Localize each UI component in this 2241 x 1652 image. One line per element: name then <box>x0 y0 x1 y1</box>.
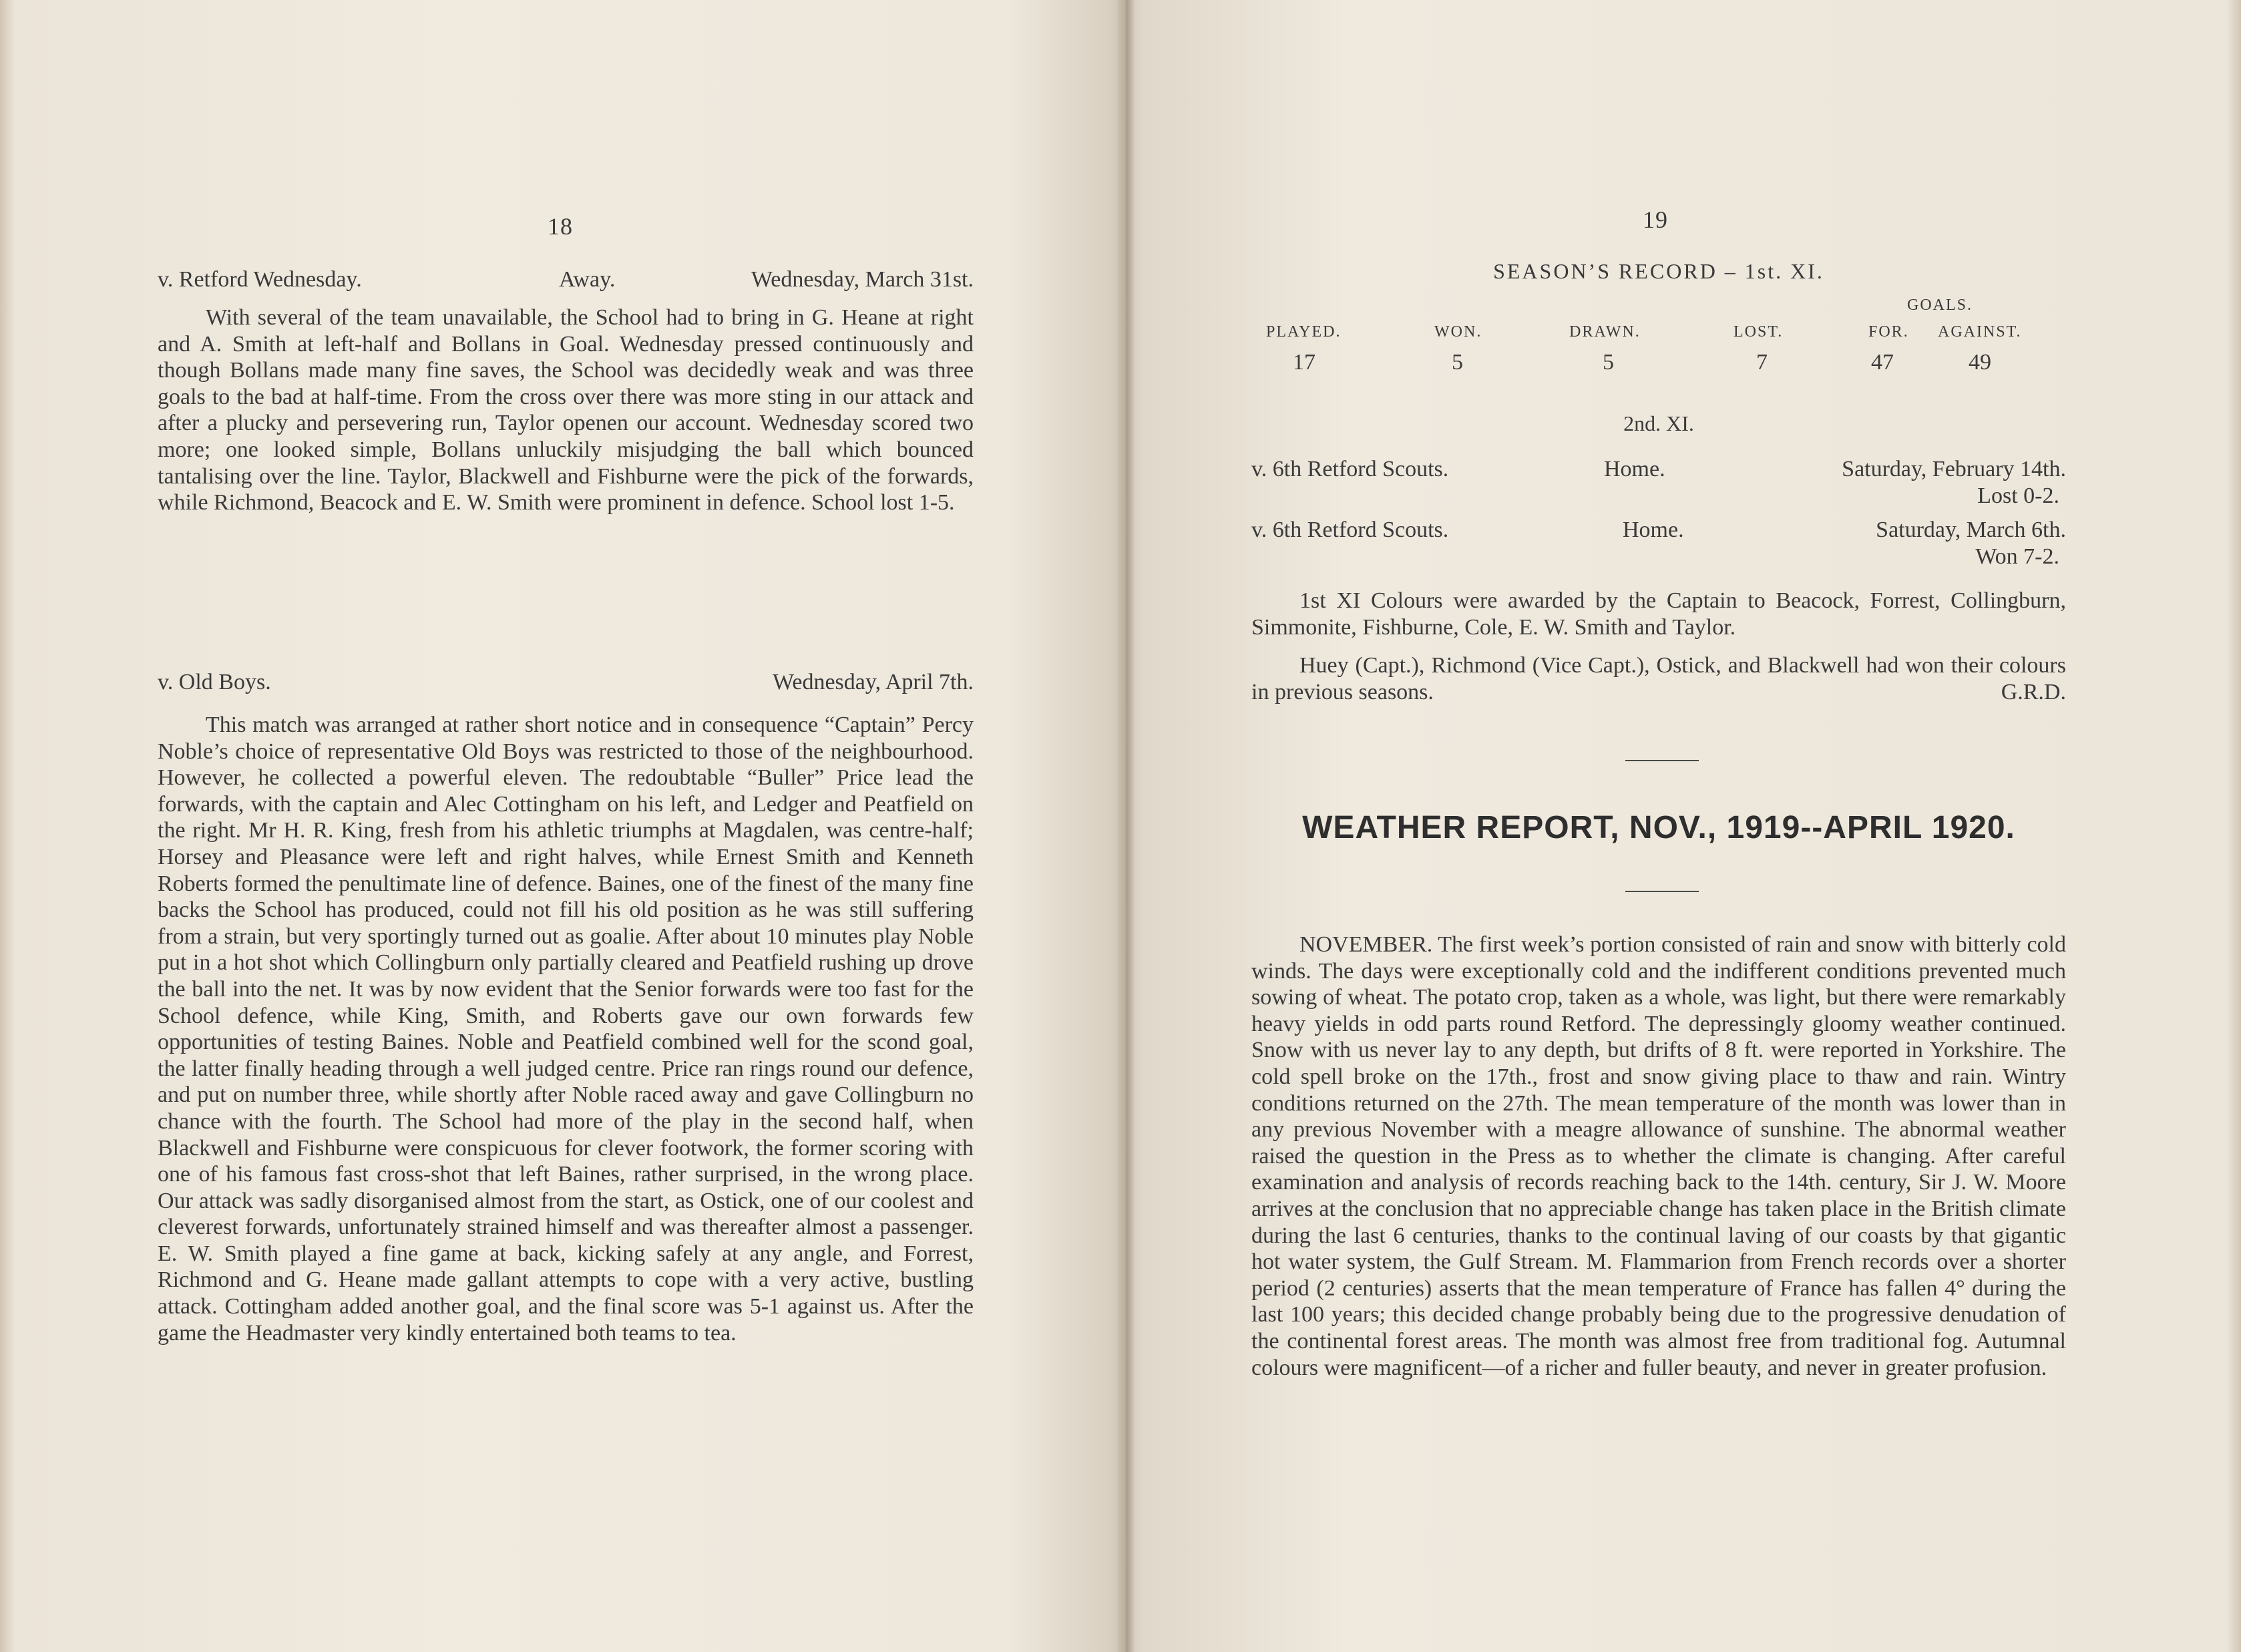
fixture-row <box>1251 457 2066 483</box>
fixture-result: Lost 0-2. <box>1977 483 2059 508</box>
match-report-retford <box>158 304 974 516</box>
fixture-date: Saturday, February 14th. <box>1842 457 2066 481</box>
weather-report-body <box>1251 932 2066 1381</box>
match-opponent: v. Retford Wednesday. <box>158 267 362 292</box>
page-edge-left <box>0 0 15 1652</box>
author-initials: G.R.D. <box>2001 679 2066 704</box>
report-paragraph: With several of the team unavailable, the School had to bring in G. Heane at right and A. Smith at left-half and Bollans in Goal. Wednesday pressed continuously and though Bollans made many fine saves, the School was decidedly weak and was three goals to the bad at half-time. From the cross over there was more sting in our attack and after a plucky and persevering run, Taylor openen our account. Wednesday scored two more; one looked simple, Bollans unluckily misjudging the ball which bounced tantalising over the line. Taylor, Blackwell and Fishburne were the pick of the forwards, while Richmond, Beacock and E. W. Smith were prominent in defence. School lost 1-5. <box>158 305 974 515</box>
season-record-headers <box>1251 323 2066 343</box>
value-for: 47 <box>1871 350 1894 375</box>
match-report-old-boys <box>158 712 974 1346</box>
match-date: Wednesday, April 7th. <box>772 670 974 694</box>
weather-november-paragraph: NOVEMBER. The first week’s portion consisted of rain and snow with bitterly cold winds. The days were exceptionally cold and the indifferent conditions prevented much sowing of wheat. The potato crop, taken as a whole, was light, but there were remarkably heavy yields in odd parts round Retford. The depressingly gloomy weather continued. Snow with us never lay to any depth, but drifts of 8 ft. were reported in Yorkshire. The cold spell broke on the 17th., frost and snow giving place to thaw and rain. Wintry conditions returned on the 27th. The mean temperature of the month was lower than in any previous November with a meagre allowance of sunshine. The abnormal weather raised the question in the Press as to whether the climate is changing. After careful examination and analysis of records reaching back to the 14th. century, Sir J. W. Moore arrives at the conclusion that no appreciable change has taken place in the British climate during the last 6 centuries, thanks to the continual laving of our coasts by that gigantic hot water system, the Gulf Stream. M. Flammarion from French records over a shorter period (2 centuries) asserts that the mean temperature of France has fallen 4° during the last 100 years; this decided change probably being due to the progressive denudation of the continental forest areas. The month was almost free from traditional fog. Autumnal colours were magnificent—of a richer and fuller beauty, and never in greater profusion. <box>1251 932 2066 1380</box>
section-rule <box>1625 760 1699 761</box>
match-venue: Away. <box>559 267 616 292</box>
header-drawn: DRAWN. <box>1569 323 1641 341</box>
match-opponent: v. Old Boys. <box>158 670 271 694</box>
fixture-venue: Home. <box>1604 457 1665 481</box>
header-against: AGAINST. <box>1938 323 2022 341</box>
colours-awarded-text: 1st XI Colours were awarded by the Captain to Beacock, Forrest, Collingburn, Simmonite, Fishburne, Cole, E. W. Smith and Taylor. <box>1251 588 2066 640</box>
match-heading-retford <box>158 267 974 294</box>
page-number: 19 <box>1643 206 1668 233</box>
header-lost: LOST. <box>1734 323 1784 341</box>
match-date: Wednesday, March 31st. <box>751 267 974 292</box>
fixture-venue: Home. <box>1623 518 1684 542</box>
left-page <box>158 0 974 1652</box>
season-record-title: SEASON’S RECORD – 1st. XI. <box>1493 259 1824 283</box>
colours-previous-body: Huey (Capt.), Richmond (Vice Capt.), Ostick, and Blackwell had won their colours in previous seasons. <box>1251 653 2066 704</box>
value-against: 49 <box>1969 350 1991 375</box>
fixture-opponent: v. 6th Retford Scouts. <box>1251 457 1449 481</box>
header-for: FOR. <box>1868 323 1909 341</box>
colours-note <box>1251 588 2066 705</box>
fixture-date: Saturday, March 6th. <box>1876 518 2066 542</box>
header-won: WON. <box>1434 323 1482 341</box>
header-played: PLAYED. <box>1266 323 1342 341</box>
fixture-result: Won 7-2. <box>1975 544 2059 569</box>
colours-previous-text <box>1251 652 2066 705</box>
page-number: 18 <box>548 213 573 240</box>
report-paragraph: This match was arranged at rather short notice and in consequence “Captain” Percy Noble’s choice of representative Old Boys was restricted to those of the neighbourhood. However, he collected a powerful eleven. The redoubtable “Buller” Price lead the forwards, with the captain and Alec Cottingham on his left, and Ledger and Peatfield on the right. Mr H. R. King, fresh from his athletic triumphs at Magdalen, was centre-half; Horsey and Pleasance were left and right halves, while Ernest Smith and Kenneth Roberts formed the penultimate line of defence. Baines, one of the finest of the many fine backs the School has produced, could not fill his old position as he was still suffering from a strain, but very sportingly turned out as goalie. After about 10 minutes play Noble put in a hot shot which Collingburn only partially cleared and Peatfield rushing up drove the ball into the net. It was by now evident that the Senior forwards were too fast for the School defence, while King, Smith, and Roberts gave our own forwards few opportunities of testing Baines. Noble and Peatfield combined well for the scond goal, the latter finally heading through a well judged centre. Price ran rings round our defence, and put on number three, while shortly after Noble raced away and gave Collingburn no chance with the fourth. The School had more of the play in the second half, when Blackwell and Fishburne were conspicuous for clever footwork, the former scoring with one of his famous fast cross-shot that left Baines, rather surprised, in the wrong place. Our attack was sadly disorganised almost from the start, as Ostick, one of our coolest and cleverest forwards, unfortunately strained himself and was thereafter almost a passenger. E. W. Smith played a fine game at back, kicking safely at any angle, and Forrest, Richmond and G. Heane made gallant attempts to cope with a very active, bustling attack. Cottingham added another goal, and the final score was 5-1 against us. After the game the Headmaster very kindly entertained both teams to tea. <box>158 712 974 1346</box>
value-lost: 7 <box>1756 350 1768 375</box>
section-rule <box>1625 891 1699 892</box>
value-won: 5 <box>1452 350 1463 375</box>
second-xi-title: 2nd. XI. <box>1623 411 1694 435</box>
goals-group-label <box>1251 296 2066 317</box>
value-drawn: 5 <box>1603 350 1614 375</box>
fixture-row <box>1251 518 2066 544</box>
weather-report-title: WEATHER REPORT, NOV., 1919--APRIL 1920. <box>1302 810 2015 845</box>
goals-label: GOALS. <box>1907 296 1973 314</box>
right-page <box>1251 0 2066 1652</box>
match-heading-old-boys <box>158 670 974 696</box>
page-edge-right <box>2226 0 2241 1652</box>
season-record-values <box>1251 350 2066 377</box>
fixture-opponent: v. 6th Retford Scouts. <box>1251 518 1449 542</box>
book-gutter <box>1116 0 1135 1652</box>
value-played: 17 <box>1293 350 1315 375</box>
